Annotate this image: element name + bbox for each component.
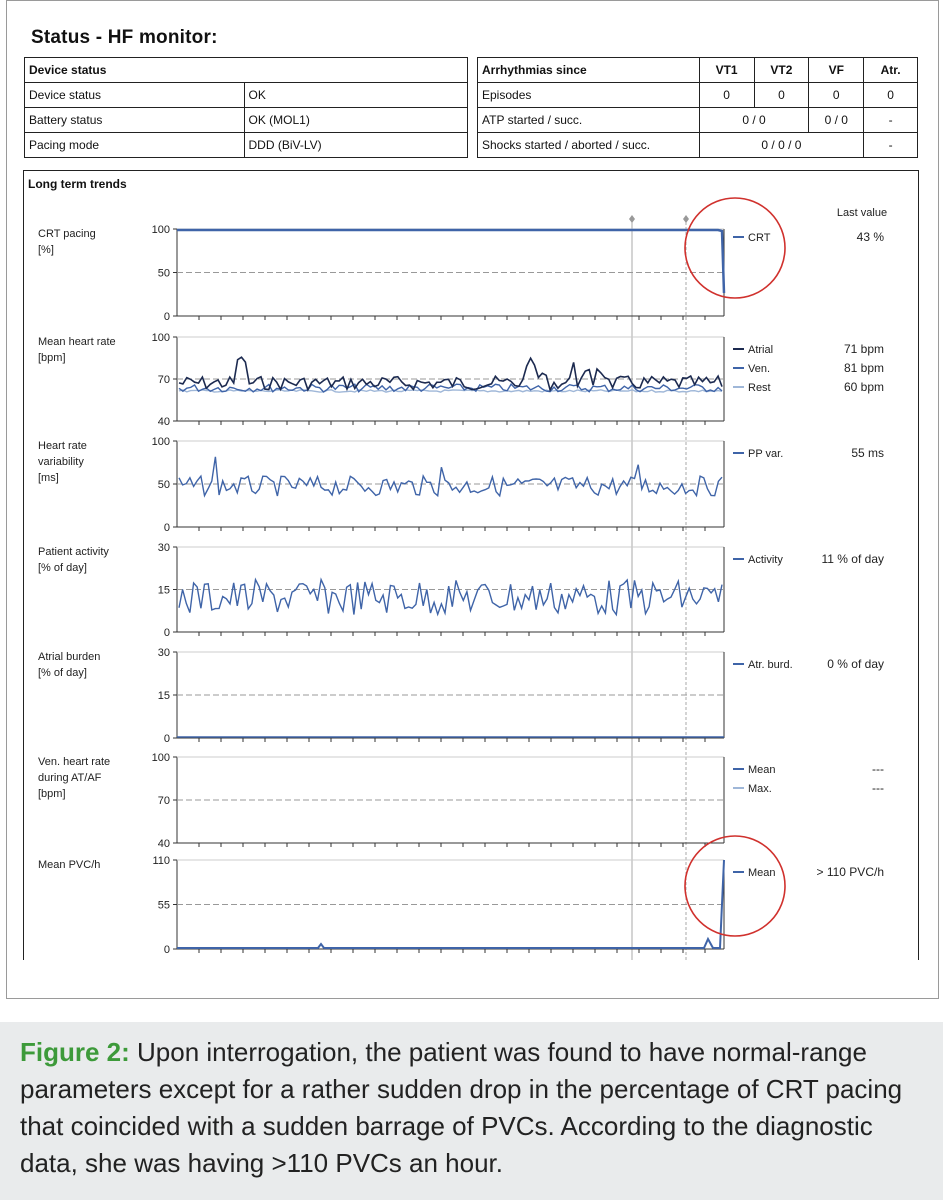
row-value: OK [244, 83, 468, 108]
tick-label: 0 [163, 522, 170, 534]
tick-label: 55 [157, 899, 170, 912]
tick-label: 110 [152, 855, 170, 867]
panel-label: [bpm] [38, 788, 66, 800]
last-value: 55 ms [851, 446, 884, 460]
figure-caption [0, 1022, 943, 1200]
shocks-atr: - [864, 133, 918, 158]
tick-label: 15 [157, 584, 170, 597]
episodes-vt1: 0 [699, 83, 754, 108]
atp-atr: - [864, 108, 918, 133]
tick-label: 100 [151, 224, 170, 236]
last-value: --- [872, 781, 884, 795]
last-value: 71 bpm [843, 342, 884, 356]
last-value: 11 % of day [821, 552, 884, 566]
follow-up-marker [683, 215, 689, 223]
row-label: ATP started / succ. [478, 108, 700, 133]
row-value: OK (MOL1) [244, 108, 468, 133]
tick-label: 30 [157, 542, 170, 554]
caption-body: Upon interrogation, the patient was found to have normal-range parameters except for a rather sudden drop in the percentage of CRT pacing that coincided with a sudden barrage of PVCs. According to the diagnostic data, she was having >110 PVCs an hour. [20, 1037, 903, 1178]
episodes-atr: 0 [864, 83, 918, 108]
tick-label: 70 [157, 795, 170, 807]
row-label: Episodes [478, 83, 700, 108]
tick-label: 40 [157, 416, 170, 428]
panel-label: Atrial burden [38, 651, 101, 663]
caption-text [20, 1034, 925, 1182]
panel-label: CRT pacing [38, 228, 96, 240]
legend-label: Max. [748, 783, 772, 795]
panel-label: [% of day] [38, 562, 87, 574]
last-value: > 110 PVC/h [816, 865, 884, 879]
highlight-circle [685, 836, 785, 936]
panel-label: [ms] [38, 472, 59, 484]
tick-label: 50 [157, 267, 170, 280]
last-value-header: Last value [836, 207, 888, 219]
row-label: Device status [25, 83, 245, 108]
row-label: Battery status [25, 108, 245, 133]
tick-label: 50 [157, 479, 170, 491]
panel-label: [%] [38, 244, 54, 256]
legend-label: CRT [748, 232, 771, 244]
column-header-vt1: VT1 [699, 58, 754, 83]
episodes-vt2: 0 [754, 83, 809, 108]
atp-vf: 0 / 0 [809, 108, 864, 133]
legend-label: Mean [748, 867, 776, 879]
panel-label: Ven. heart rate [38, 756, 111, 768]
pp-var-series [179, 457, 722, 496]
column-header-vt2: VT2 [754, 58, 809, 83]
panel-label: during AT/AF [38, 772, 102, 784]
last-value: 43 % [856, 230, 884, 244]
last-value: 0 % of day [827, 657, 884, 671]
legend-label: PP var. [748, 448, 784, 460]
shocks-value: 0 / 0 / 0 [699, 133, 863, 158]
row-label: Shocks started / aborted / succ. [478, 133, 700, 158]
last-value: --- [872, 762, 884, 776]
crt-series [177, 230, 724, 293]
atp-vt: 0 / 0 [699, 108, 809, 133]
page-title: Status - HF monitor: [31, 27, 218, 48]
figure-label: Figure 2: [20, 1037, 130, 1067]
device-status-header: Device status [25, 58, 468, 83]
panel-label: Mean heart rate [38, 336, 116, 348]
tick-label: 15 [157, 690, 170, 702]
last-value: 81 bpm [843, 361, 884, 375]
legend-label: Activity [748, 554, 783, 566]
column-header-atr: Atr. [864, 58, 918, 83]
legend-label: Rest [748, 382, 771, 394]
arrhythmia-header: Arrhythmias since [478, 58, 700, 83]
tick-label: 0 [163, 311, 170, 323]
legend-label: Atrial [748, 344, 774, 356]
panel-label: Patient activity [38, 546, 109, 558]
column-header-vf: VF [809, 58, 864, 83]
tick-label: 100 [151, 436, 170, 448]
tick-label: 0 [163, 944, 170, 956]
tick-label: 40 [157, 838, 170, 850]
long-term-trends-title: Long term trends [28, 177, 127, 191]
panel-label: Mean PVC/h [38, 859, 101, 871]
tick-label: 70 [157, 374, 170, 386]
tick-label: 0 [163, 627, 170, 639]
last-value: 60 bpm [843, 380, 884, 394]
tick-label: 0 [163, 733, 170, 745]
row-value: DDD (BiV-LV) [244, 133, 468, 158]
panel-label: variability [38, 456, 84, 468]
legend-label: Atr. burd. [748, 659, 793, 671]
episodes-vf: 0 [809, 83, 864, 108]
panel-label: Heart rate [38, 440, 87, 452]
activity-series [179, 580, 722, 615]
tick-label: 30 [157, 647, 170, 659]
highlight-circle [685, 198, 785, 298]
panel-label: [bpm] [38, 352, 66, 364]
legend-label: Mean [748, 764, 776, 776]
tick-label: 100 [151, 332, 170, 344]
atrial-series [179, 357, 722, 390]
row-label: Pacing mode [25, 133, 245, 158]
follow-up-marker [629, 215, 635, 223]
tick-label: 100 [151, 752, 170, 764]
legend-label: Ven. [748, 363, 771, 375]
panel-label: [% of day] [38, 667, 87, 679]
